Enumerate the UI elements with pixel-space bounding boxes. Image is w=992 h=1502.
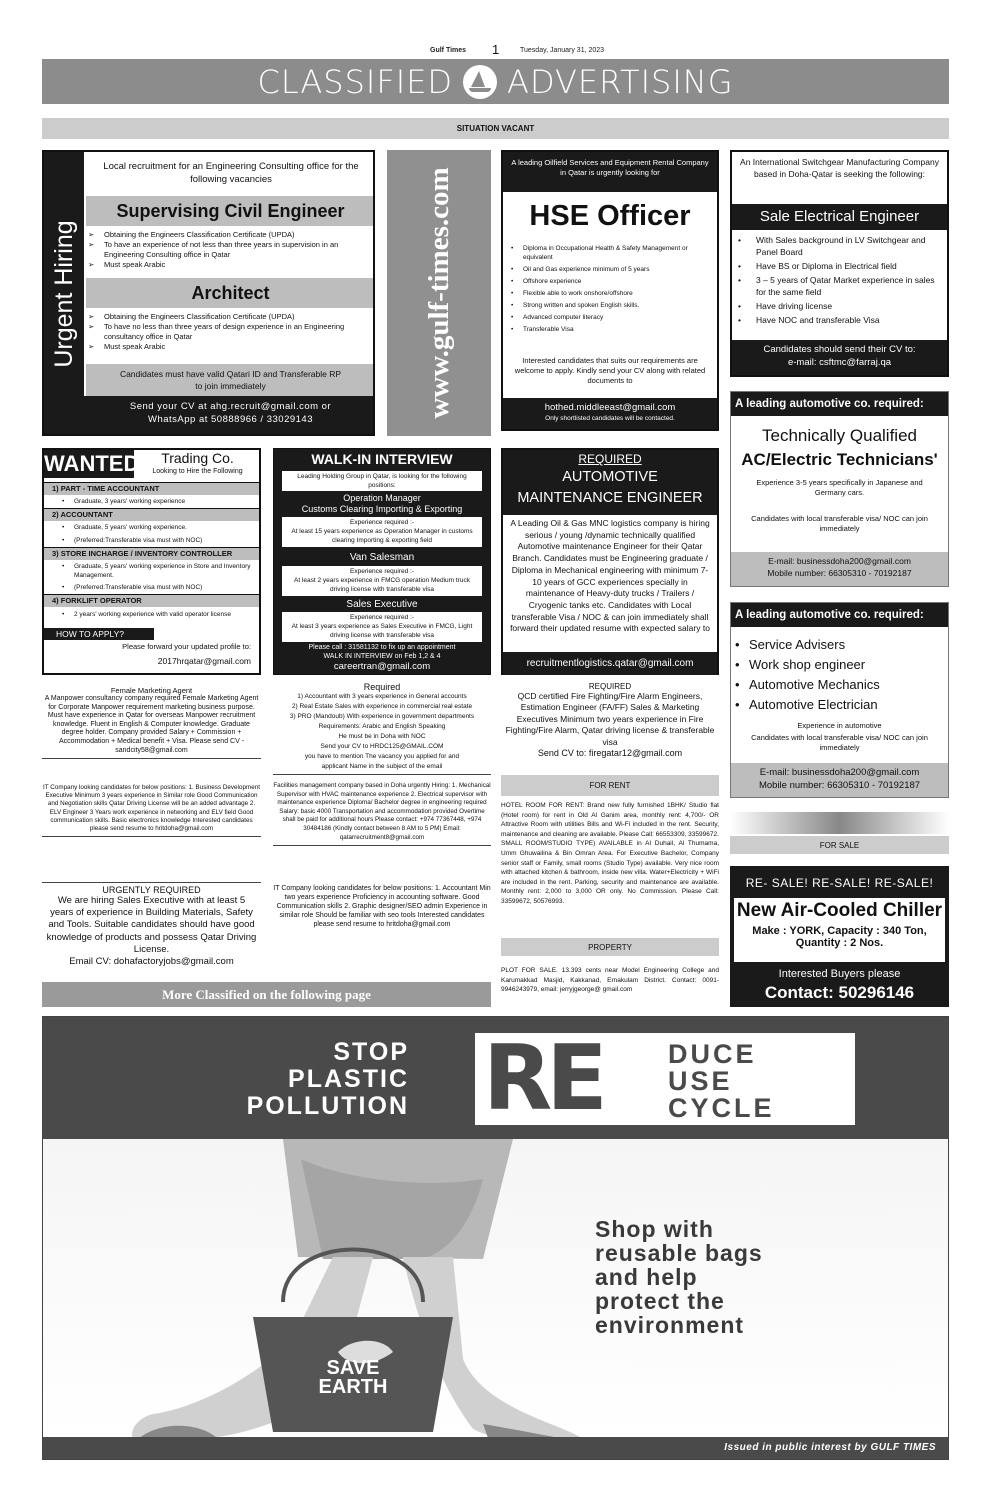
ad6-job2-detail: At least 2 years experience in FMCG operation Medium truck driving license with transferable visa: [294, 577, 470, 593]
ad-wanted-trading-co: [42, 448, 261, 675]
ad6-walk-in-date: WALK IN INTERVIEW on Feb 1,2 & 4: [323, 652, 441, 660]
ad2-footer: Only shortlisted candidates will be contacted.: [545, 415, 675, 422]
ad2-requirements: • Diploma in Occupational Health & Safety Management or equivalent • Oil and Gas experience minimum of 5 years • Offshore experience • Flexible able to work onshore/offshore • Strong written and spoken English skills. • Advanced computer literacy • Transferable Visa: [507, 244, 713, 334]
psa-msg-4: protect the: [595, 1288, 725, 1314]
psa-pollution: POLLUTION: [246, 1092, 409, 1120]
page-number: 1: [492, 42, 500, 57]
ad5-jobs: 1) PART - TIME ACCOUNTANT • Graduate, 3 years' working experience 2) ACCOUNTANT • Graduate, 5 years' working experience. • (Preferred:Transferable visa must with NOC) 3) STORE INCHARGE / INVENTORY CONTROLLER • Graduate, 5 years' working experience in Store and Inventory Management. • (Preferred:Transferable visa must with NOC) 4) FORKLIFT OPERATOR • 2 years' working experience with valid operator license: [44, 482, 259, 622]
website-url: www.gulf-times.com: [423, 167, 455, 419]
ad1-job1-list: ➢ Obtaining the Engineers Classification Certificate (UPDA) ➢ To have an experience of not less than three years in supervision in an Engineering Consulting office in Qatar ➢ Must speak Arabic: [88, 230, 373, 270]
ad-sale-electrical-engineer: [730, 150, 949, 377]
ad2-intro: A leading Oilfield Services and Equipment Rental Company in Qatar is urgently looking for: [503, 152, 717, 192]
ad3-footer-label: Candidates should send their CV to:: [763, 344, 916, 355]
ad5-company: Trading Co.: [161, 450, 234, 466]
txt-it-company-accountant: IT Company looking candidates for below positions: 1. Accountant Min two years experience Proficiency in accounting software. Good Communication skills 2. Graphic designer/SEO admin Experience in similar role Should be familiar with seo tools Interested candidates please send resume to hritdoha@gmail.com: [273, 885, 491, 928]
ad6-job3: Sales Executive: [346, 599, 418, 610]
ad8-mobile: Mobile number: 66305310 - 70192187: [758, 780, 921, 791]
ad8-head: A leading automotive co. required:: [731, 603, 948, 627]
ad4-mobile: Mobile number: 66305310 - 70192187: [767, 568, 912, 578]
ad3-footer-email: e-mail: csftmc@farraj.qa: [787, 357, 892, 368]
ad-ac-technicians: [730, 391, 949, 587]
ad8-positions: • Service Advisers • Work shop engineer • Automotive Mechanics • Automotive Electrician: [731, 635, 946, 715]
ad1-footer-whatsapp: WhatsApp at 50888966 / 33029143: [148, 414, 313, 425]
rent-small-room: SMALL ROOM/STUDIO TYPE) AVAILABLE in Al Duhail, Al Thumama, Umm Ghuwailina & Bin Omran Area. For Executive Bachelor, Company senior staff or Family, small rooms (Studio Type) available. Very nice room with attached kitchen & bathroom, inside new villa. Water+Electricity + WiFi are included in the rent. Parking, security and maintenance are available. Monthly rent: 2,000 to 3,000 OR only. No Commission. Please Call: 33599672, 50576993.: [501, 840, 719, 905]
ad1-intro: Local recruitment for an Engineering Consulting office for the following vacancies: [103, 161, 359, 185]
psa-bag-earth: EARTH: [318, 1376, 388, 1398]
bag-handle-icon: [243, 1242, 463, 1432]
psa-msg-2: reusable bags: [595, 1240, 763, 1266]
ad6-job3-detail: At least 3 years experience as Sales Executive in FMCG, Light driving license with transferable visa: [291, 623, 473, 639]
classified-banner: [42, 59, 949, 104]
ad7-email: recruitmentlogistics.qatar@gmail.com: [503, 652, 717, 675]
ad8-experience: Experience in automotive: [797, 721, 882, 730]
sailboat-logo-icon: [463, 65, 497, 99]
psa-footer: Issued in public interest by GULF TIMES: [43, 1437, 948, 1459]
ad1-job1-title: Supervising Civil Engineer: [86, 196, 375, 226]
ad7-required: REQUIRED: [578, 452, 642, 466]
paper-name: Gulf Times: [430, 47, 467, 54]
sale-title: New Air-Cooled Chiller: [736, 900, 943, 921]
ad4-note: Candidates with local transferable visa/ NOC can join immediately: [751, 514, 928, 533]
ad2-note: Interested candidates that suits our requirements are welcome to apply. Kindly send your CV along with related documents to: [514, 356, 706, 385]
ad4-experience: Experience 3-5 years specifically in Japanese and Germany cars.: [756, 478, 923, 497]
ad-walk-in-interview: WALK-IN INTERVIEW Leading Holding Group in Qatar, is looking for the following positions: Operation Manager Customs Clearing Importing & Exporting Experience required :- At least 15 years experience as Operation Manager in customs clearing Importing & exporting field Van Salesman Experience required :- At least 2 years experience in FMCG operation Medium truck driving license with transferable visa Sales Executive Experience required :- At least 3 years experience as Sales Executive in FMCG, Light driving license with transferable visa Please call : 31581132 to fix up an appointment WALK IN INTERVIEW on Feb 1,2 & 4 careertran@gmail.com: [273, 448, 491, 675]
ad6-call: Please call : 31581132 to fix up an appointment: [308, 644, 456, 651]
psa-plastic: PLASTIC: [288, 1065, 409, 1093]
section-for-sale: FOR SALE: [730, 836, 949, 854]
ad6-job1: Operation Manager: [343, 493, 421, 503]
txt-it-company-bd: IT Company looking candidates for below positions: 1. Business Development Executive Minimum 3 years experience in Similar role Good Communication and Negotiation skills Qatar Driving License will be an added advantage 2. ELV Engineer 3 Years work experience in networking and ELV field Good communication skills. Basic electronics knowledge Interested candidates please send resume to hritdoha@gmail.com: [42, 784, 261, 837]
psa-re: RE: [483, 1026, 602, 1131]
ad2-title: HSE Officer: [529, 200, 691, 232]
txt-female-marketing-agent: Female Marketing Agent A Manpower consultancy company required Female Marketing Agent for Corporate Manpower requirement marketing business purpose. Must have experience in Qatar for overseas Manpower recruitment knowledge. Fluent in English & Computer knowledge. Graduate degree holder. Company provided Salary + Commission + Accommodation + Medical benefit + Visa. Please send CV - sandcity58@gmail.com: [42, 686, 261, 759]
urgent-hiring-side: Urgent Hiring: [50, 220, 78, 368]
psa-cycle: CYCLE: [668, 1093, 775, 1123]
ad1-note: Candidates must have valid Qatari ID and Transferable RP to join immediately: [86, 364, 375, 396]
psa-msg-1: Shop with: [595, 1216, 714, 1242]
ad5-apply-text: Please forward your updated profile to:: [122, 642, 251, 651]
sale-contact: Contact: 50296146: [764, 983, 915, 1002]
ad4-email: E-mail: businessdoha200@gmail.com: [768, 556, 911, 566]
ad6-email: careertran@gmail.com: [333, 661, 431, 672]
banner-left: CLASSIFIED: [257, 62, 454, 101]
sale-quantity: Quantity : 2 Nos.: [795, 937, 884, 949]
ad6-intro: Leading Holding Group in Qatar, is looking for the following positions:: [282, 471, 482, 491]
ad8-note: Candidates with local transferable visa/ NOC can join immediately: [751, 733, 928, 752]
ad1-job2-title: Architect: [86, 278, 375, 308]
psa-duce: DUCE: [668, 1039, 757, 1069]
more-classified-banner: More Classified on the following page: [42, 982, 491, 1007]
psa-stop: STOP: [333, 1038, 409, 1066]
ad4-head: A leading automotive co. required:: [731, 392, 948, 416]
section-for-rent: FOR RENT: [501, 775, 719, 796]
ad7-body: A Leading Oil & Gas MNC logistics company is hiring serious / young /dynamic technically qualified Automotive maintenance Engineer for their Qatar Branch. Candidates must be Engineering graduate / Diploma in Mechanical engineering with minimum 7- 10 years of GCC experiences specially in maintenance of Heavy-duty trucks / Trailers / Cryogenic tanks etc. Candidates with Local transferable Visa / NOC & can join immediately shall forward their updated resume with expected salary to: [510, 518, 710, 634]
ad4-title2: AC/Electric Technicians': [741, 450, 938, 469]
txt-facilities-management: Facilities management company based in Doha urgently Hiring: 1. Mechanical Supervisor with HVAC maintenance experience 2. Electrical supervisor with maintenance experience Diploma/ Bachelor degree in engineering required Salary: basic 4000 Transportation and accommodation provided Overtime shall be paid for additional hours Please contact: +974 77367448, +974 30484186 (Kindly contact between 8 AM to 5 PM) Email: qatarrecruitment8@gmail.com: [273, 782, 491, 846]
ad1-job2-list: ➢ Obtaining the Engineers Classification Certificate (UPDA) ➢ To have no less than three years of design experience in an Engineering consultancy office in Qatar ➢ Must speak Arabic: [88, 312, 373, 352]
psa-msg-3: and help: [595, 1264, 698, 1290]
ad6-job1-detail: At least 15 years experience as Operation Manager in customs clearing Importing & exporting field: [291, 528, 473, 544]
sale-make: Make : YORK, Capacity : 340 Ton,: [752, 925, 927, 937]
txt-required-accountant: Required 1) Accountant with 3 years experience in General accounts 2) Real Estate Sales with experience in commercial real estate 3) PRO (Mandoub) With experience in government departments Requirements: Arabic and English Speaking He must be in Doha with NOC Send your CV to HRDC125@GMAIL.COM you have to mention The vacancy you applied for and applicant Name in the subject of the email: [273, 682, 491, 775]
sale-head: RE- SALE! RE-SALE! RE-SALE!: [745, 876, 934, 890]
ad3-intro: An International Switchgear Manufacturing Company based in Doha-Qatar is seeking the following:: [740, 157, 939, 179]
ad3-requirements: • With Sales background in LV Switchgear and Panel Board • Have BS or Diploma in Electrical field • 3 – 5 years of Qatar Market experience in sales for the same field • Have driving license • Have NOC and transferable Visa: [734, 234, 945, 326]
ad5-how-to-apply: HOW TO APPLY?: [44, 628, 154, 640]
sale-buyers: Interested Buyers please: [778, 968, 901, 980]
banner-right: ADVERTISING: [507, 62, 734, 101]
ad-urgent-hiring: [42, 150, 375, 436]
ad6-job2: Van Salesman: [349, 552, 415, 563]
rent-listings: [501, 801, 719, 907]
ad5-wanted: WANTED: [44, 451, 140, 476]
txt-fire-fighting: REQUIRED QCD certified Fire Fighting/Fire Alarm Engineers, Estimation Engineer (FA/FF) Sales & Marketing Executives Minimum two years experience in Fire Fighting/Fire Alarm, Qatar driving license & transferable visa Send CV to: firegatar12@gmail.com: [505, 682, 715, 759]
ad-hse-officer: [501, 150, 719, 431]
psa-msg-5: environment: [595, 1312, 745, 1338]
ad-chiller-resale: [730, 866, 949, 1007]
ad8-email: E-mail: businessdoha200@gmail.com: [759, 767, 920, 778]
txt-urgently-required: URGENTLY REQUIRED We are hiring Sales Executive with at least 5 years of experience in Building Materials, Safety and Tools. Suitable candidates should have good knowledge of products and possess Qatar Driving License. Email CV: dohafactoryjobs@gmail.com: [42, 882, 261, 967]
rent-hotel-room: HOTEL ROOM FOR RENT: Brand new fully furnished 1BHK/ Studio flat (Hotel room) for rent in Old Al Ganim area, monthly rent: 4,700/- OR Attractive Room with utilities Bills and Wi-Fi included in the rent. Security, maintenance and cleaning are available. Please Call: 66553309, 33599672.: [501, 802, 719, 838]
psa-use: USE: [668, 1066, 733, 1096]
ad1-footer-email: Send your CV at ahg.recruit@gmail.com or: [129, 401, 332, 412]
ad5-subtitle: Looking to Hire the Following: [152, 468, 243, 475]
issue-date: Tuesday, January 31, 2023: [520, 47, 605, 54]
psa-bag-save: SAVE: [326, 1357, 380, 1379]
ad6-job1-sub: Customs Clearing Importing & Exporting: [301, 504, 463, 514]
section-situation-vacant: SITUATION VACANT: [42, 118, 949, 139]
ad5-email: 2017hrqatar@gmail.com: [157, 656, 251, 666]
ad4-title1: Technically Qualified: [762, 426, 917, 445]
ad-automotive-maintenance-engineer: [501, 448, 719, 675]
ad7-title: AUTOMOTIVE MAINTENANCE ENGINEER: [517, 469, 703, 506]
ad-gulf-times-website: [387, 150, 491, 436]
woman-legs-illustration: [43, 1139, 948, 1459]
property-plot-for-sale: PLOT FOR SALE. 13.393 cents near Model Engineering College and Karumakkad Masjid, Kakkanad, Ernakulam District. Contact: 0091-9946243979, email: jerryjgeorge@ gmail.com: [501, 967, 719, 994]
ad3-title: Sale Electrical Engineer: [732, 204, 947, 230]
psa-stop-plastic-pollution: [42, 1016, 949, 1460]
ad6-title: WALK-IN INTERVIEW: [311, 451, 453, 467]
ad-automotive-positions: [730, 602, 949, 798]
section-property: PROPERTY: [501, 938, 719, 956]
ad2-email: hothed.middleeast@gmail.com: [544, 402, 676, 413]
